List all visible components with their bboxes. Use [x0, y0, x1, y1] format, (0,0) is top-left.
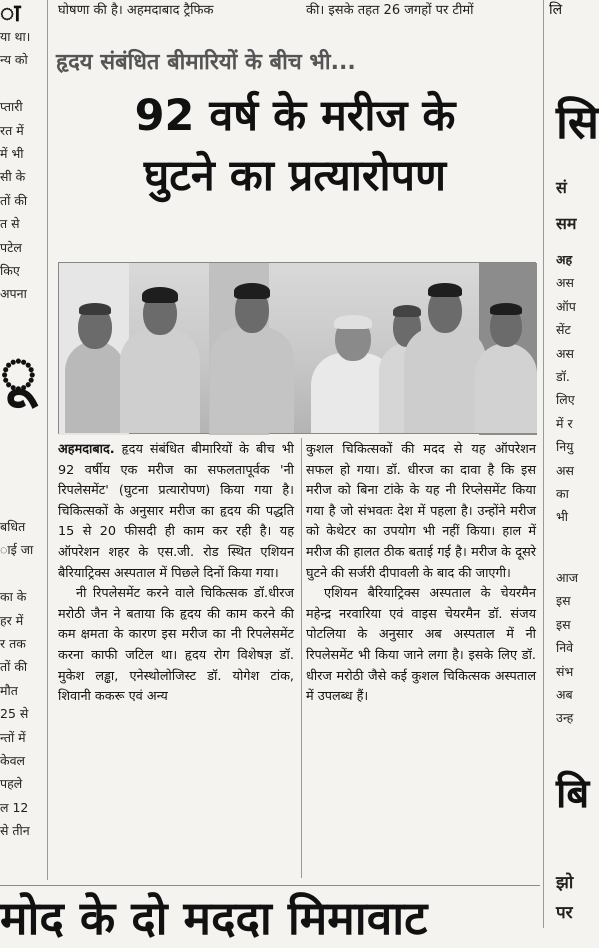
column-rule-left — [47, 0, 48, 880]
right-column-fragments-2: आज इस इस निवे संभ अब उन्ह — [556, 570, 579, 726]
article-paragraph-4: एशियन बैरियाट्रिक्स अस्पताल के चेयरमैन महेन्द्र नरवारिया एवं वाइस चेयरमैन डॉ. संजय पोटलिया के अनुसार अब अस्पताल में नी रिपलेसमेंट भी किया जाने लगा है। इसके लिए डॉ. धीरज मरोठी जैसे कई कुशल चिकित्सक अस्पताल में उपलब्ध हैं। — [306, 586, 536, 705]
right-column-subheading: सं सम — [556, 178, 577, 233]
article-paragraph-3: कुशल चिकित्सकों की मदद से यह ऑपरेशन सफल हो गया। डॉ. धीरज का दावा है कि इस मरीज को बिना टांके के यह नी रिप्लेसमेंट किया गया है जो संभवतः देश में पहला है। उन्होंने मरीज को केथेटर का उपयोग भी नहीं किया। हाल में मरीज की हालत ठीक बताई गई है। मरीज के दूसरे घुटने की सर्जरी दीपावली के बाद की जाएगी। — [306, 442, 536, 581]
right-column-bottom-lines: झो पर — [556, 873, 574, 923]
left-column-fragments-bottom: बधित ाई जा का के हर में र तक तों की मौत 25 से न्तों में केवल पहले ल 12 से तीन — [0, 519, 34, 839]
photo-person-7 — [475, 283, 537, 433]
right-column-bottom-glyph: बि — [556, 771, 590, 817]
photo-person-2 — [119, 267, 201, 433]
right-column-big-glyph: सि — [556, 95, 599, 149]
article-kicker: हृदय संबंधित बीमारियों के बीच भी... — [56, 50, 356, 75]
headline-line-2: घुटने का प्रत्यारोपण — [143, 151, 447, 201]
article-body-left-column — [58, 440, 294, 708]
article-paragraph-2: नी रिपलेसमेंट करने वाले चिकित्सक डॉ.धीरज मरोठी जैन ने बताया कि हृदय की काम करने की कम क्षमता के कारण इस मरीज का नी रिपलेसमेंट करना काफी जटिल था। हृदय रोग विशेषज्ञ डॉ. मुकेश लड्ढा, एनेस्थोलोजिस्ट डॉ. योगेश टांक, शिवानी ककरू एवं अन्य — [58, 586, 294, 705]
headline-line-1: 92 वर्ष के मरीज के — [134, 91, 456, 141]
article-body-right-column — [306, 440, 536, 708]
bottom-rule — [0, 885, 540, 886]
article-dateline: अहमदाबाद. — [58, 442, 115, 457]
article-paragraph-1: अहमदाबाद. हृदय संबंधित बीमारियों के बीच भी 92 वर्षीय एक मरीज का सफलतापूर्वक 'नी रिपलेसमेंट' (घुटना प्रत्यारोपण) किया गया है। चिकित्सकों के अनुसार मरीज का हृदय की पद्धति 15 से 20 फीसदी ही काम कर रही है। यह ऑपरेशन शहर के एस.जी. रोड स्थित एशियन बैरियाट्रिक्स अस्पताल में पिछले दिनों किया गया। — [58, 442, 294, 581]
photo-person-1 — [65, 283, 125, 433]
right-column-fragments: अह अस ऑप सेंट अस डॉ. लिए में र नियु अस का भी — [556, 252, 576, 525]
photo-person-3 — [209, 267, 295, 433]
left-cut-heading-top: ा — [0, 0, 21, 27]
left-column-fragments-top: या था। न्य को प्तारी रत में में भी सी के तों की त से पटेल किए अपना — [0, 29, 31, 302]
right-top-text: लि — [549, 2, 563, 18]
article-photo — [58, 262, 536, 434]
left-column-big-glyph: ू — [0, 335, 37, 408]
column-rule-right — [543, 0, 544, 928]
next-story-headline-cut: मोद के दो मददा मिमावाट — [0, 891, 428, 945]
top-line-left: घोषणा की है। अहमदाबाद ट्रैफिक — [58, 3, 214, 18]
article-headline — [56, 86, 534, 206]
column-rule-middle — [301, 438, 302, 878]
top-line-right: की। इसके तहत 26 जगहों पर टीमों — [306, 3, 474, 18]
top-continuation-line — [58, 0, 538, 22]
